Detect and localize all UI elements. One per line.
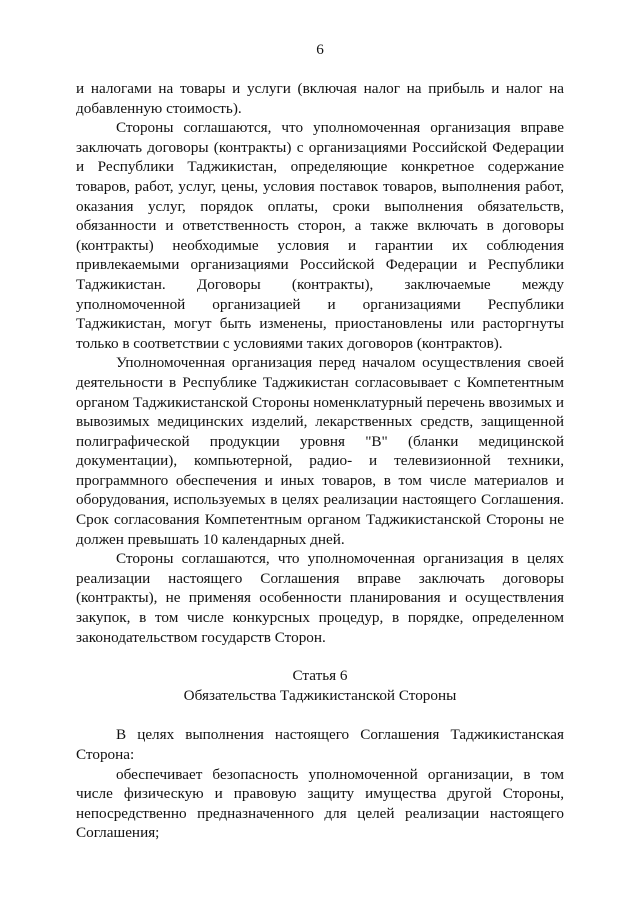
paragraph-contracts: Стороны соглашаются, что уполномоченная организация вправе заключать договоры (контракты) с организациями Российской Федерации и Республики Таджикистан, определяющие конкретное содержание товаров, работ, услуг, цены, условия поставок товаров, выполнения работ, оказания услуг, порядок оплаты, сроки выполнения обязательств, обязанности и ответственность сторон, а также включать в договоры (контракты) необходимые условия и гарантии их соблюдения привлекаемыми организациями Российской Федерации и Республики Таджикистан. Договоры (контракты), заключаемые между уполномоченной организацией и организациями Республики Таджикистан, могут быть изменены, приостановлены или расторгнуты только в соответствии с условиями таких договоров (контрактов). [76,119,564,352]
article-number: Статья 6 [292,667,348,685]
paragraph-nomenclature: Уполномоченная организация перед началом осуществления своей деятельности в Республике Таджикистан согласовывает с Компетентным органом Таджикистанской Стороны номенклатурный перечень ввозимых и вывозимых медицинских изделий, лекарственных средств, защищенной полиграфической продукции уровня "В" (бланки медицинской документации), компьютерной, радио- и телевизионной техники, программного обеспечения и иных товаров, в том числе материалов и оборудования, используемых в целях реализации настоящего Соглашения. Срок согласования Компетентным органом Таджикистанской Стороны не должен превышать 10 календарных дней. [76,354,564,548]
document-body [76,79,564,843]
article-obligation-security: обеспечивает безопасность уполномоченной организации, в том числе физическую и правовую защиту имущества другой Стороны, непосредственно предназначенного для целей реализации настоящего Соглашения; [76,765,564,842]
article-intro: В целях выполнения настоящего Соглашения Таджикистанская Сторона: [76,726,564,763]
article-title: Обязательства Таджикистанской Стороны [183,686,457,704]
page-number: 6 [316,41,324,58]
paragraph-procurement: Стороны соглашаются, что уполномоченная организация в целях реализации настоящего Соглашения вправе заключать договоры (контракты), не применяя особенности планирования и осуществления закупок, в том числе конкурсных процедур, в порядке, определенном законодательством государств Сторон. [76,550,564,646]
spacer [76,705,564,725]
article-heading [76,666,564,705]
paragraph-continuation: и налогами на товары и услуги (включая налог на прибыль и налог на добавленную стоимость). [76,80,564,117]
